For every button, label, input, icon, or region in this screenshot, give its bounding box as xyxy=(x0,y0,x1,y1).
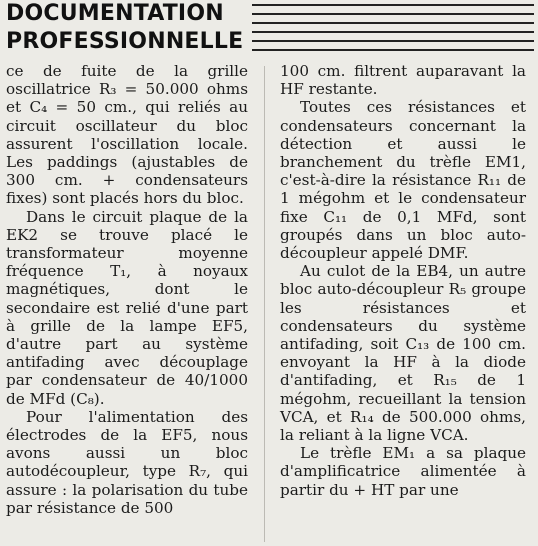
page-header xyxy=(0,0,538,62)
paragraph: ce de fuite de la grille oscillatrice R₃ = 50.000 ohms et C₄ = 50 cm., qui reliés au circuit oscillateur du bloc assurent l'oscillation locale. Les paddings (ajustables de 300 cm. + condensateurs fixes) sont placés hors du bloc. xyxy=(6,62,248,208)
header-rules xyxy=(252,4,534,58)
paragraph: Toutes ces résistances et condensateurs concernant la détection et aussi le branchement du trèfle EM1, c'est-à-dire la résistance R₁₁ de 1 mégohm et le condensateur fixe C₁₁ de 0,1 MFd, sont groupés dans un bloc auto-découpleur appelé DMF. xyxy=(280,98,526,263)
paragraph: Pour l'alimentation des électrodes de la EF5, nous avons aussi un bloc autodécoupleur, type R₇, qui assure : la polarisation du tube par résistance de 500 xyxy=(6,407,248,517)
header-rule xyxy=(252,4,534,6)
section-title-line-1: DOCUMENTATION xyxy=(6,1,224,26)
text-column-right xyxy=(280,62,526,499)
text-column-left xyxy=(6,62,248,517)
header-rule xyxy=(252,49,534,51)
paragraph: 100 cm. filtrent auparavant la HF restante. xyxy=(280,62,526,99)
header-rule xyxy=(252,31,534,33)
section-title-line-2: PROFESSIONNELLE xyxy=(6,29,244,54)
paragraph: Dans le circuit plaque de la EK2 se trouve placé le transformateur moyenne fréquence T₁, à noyaux magnétiques, dont le secondaire est relié d'une part à grille de la lampe EF5, d'autre part au système antifading avec découplage par condensateur de 40/1000 de MFd (C₈). xyxy=(6,207,248,408)
paragraph: Au culot de la EB4, un autre bloc auto-découpleur R₅ groupe les résistances et condensateurs du système antifading, soit C₁₃ de 100 cm. envoyant la HF à la diode d'antifading, et R₁₅ de 1 mégohm, recueillant la tension VCA, et R₁₄ de 500.000 ohms, la reliant à la ligne VCA. xyxy=(280,262,526,445)
header-rule xyxy=(252,13,534,15)
header-rule xyxy=(252,40,534,42)
column-divider xyxy=(264,66,265,542)
paragraph: Le trèfle EM₁ a sa plaque d'amplificatrice alimentée à partir du + HT par une xyxy=(280,444,526,499)
header-rule xyxy=(252,22,534,24)
section-title xyxy=(6,0,243,56)
